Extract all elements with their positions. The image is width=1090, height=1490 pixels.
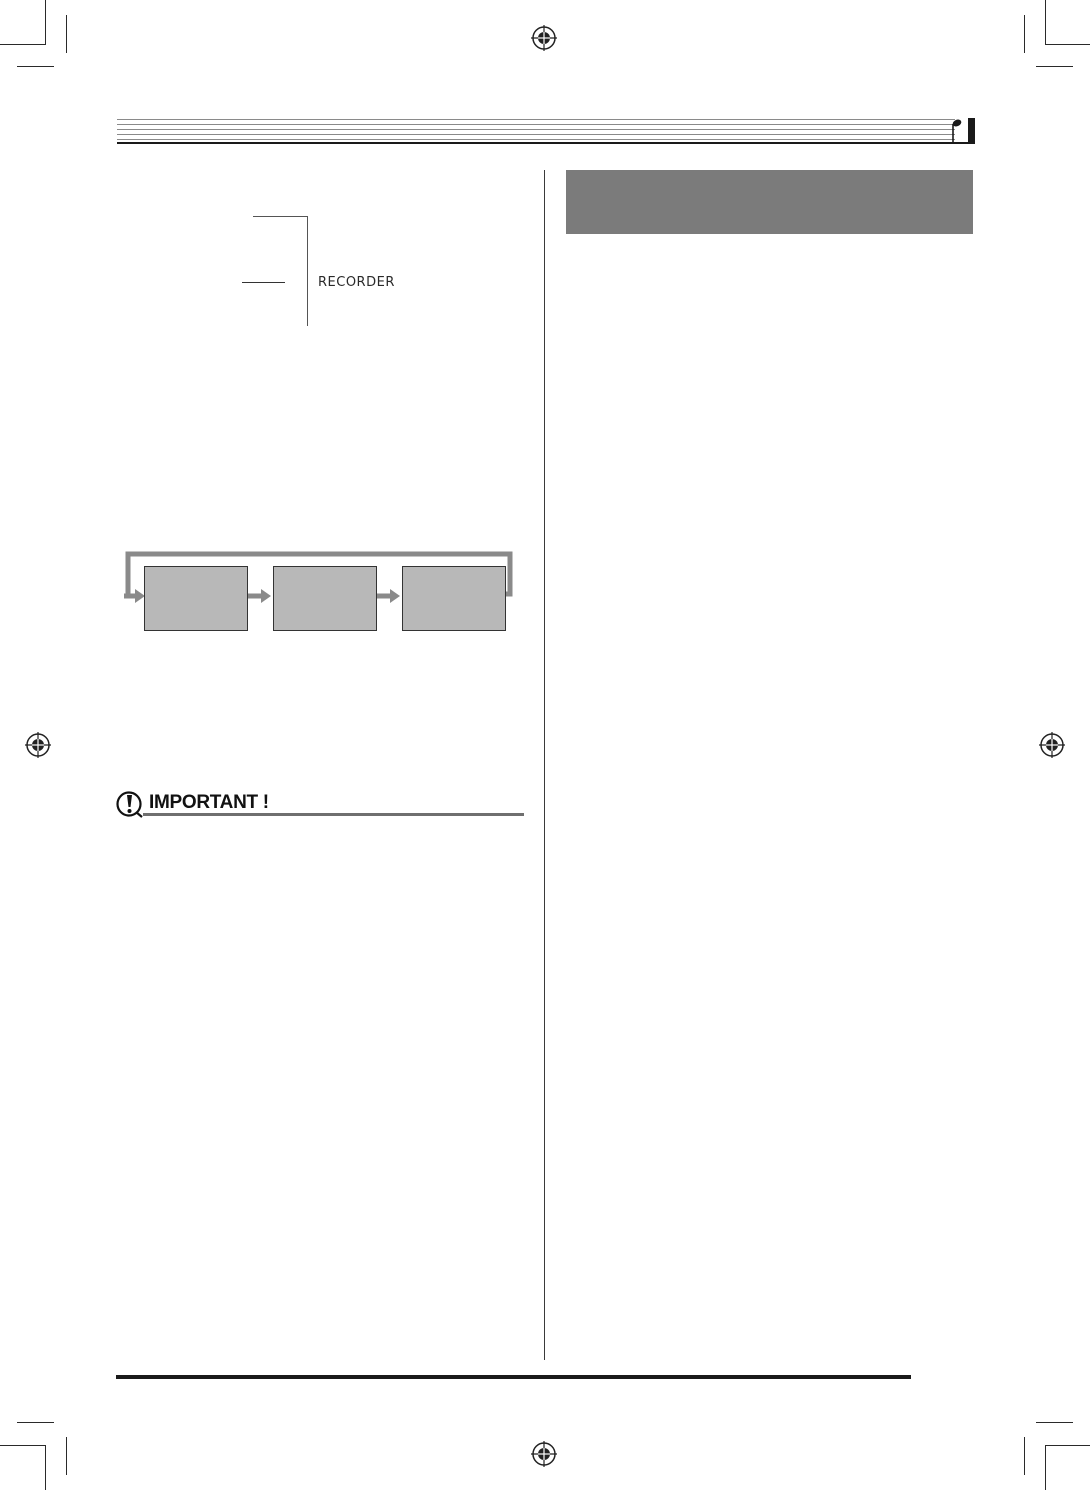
crop-mark bbox=[1024, 15, 1025, 53]
crop-mark bbox=[66, 1437, 67, 1475]
arrow-right-icon bbox=[377, 588, 401, 604]
crop-mark bbox=[66, 15, 67, 53]
crop-mark bbox=[0, 1445, 45, 1446]
crop-mark bbox=[1045, 0, 1046, 45]
crop-mark bbox=[45, 1445, 46, 1490]
registration-mark-icon bbox=[531, 1441, 557, 1467]
arrow-right-icon bbox=[248, 588, 272, 604]
registration-mark-icon bbox=[531, 25, 557, 51]
crop-mark bbox=[1045, 44, 1090, 45]
crop-mark bbox=[0, 44, 45, 45]
flow-box bbox=[144, 566, 248, 631]
crop-mark bbox=[1024, 1437, 1025, 1475]
section-banner bbox=[566, 170, 973, 234]
recorder-label: RECORDER bbox=[318, 275, 395, 290]
flow-box bbox=[273, 566, 377, 631]
music-note-icon bbox=[950, 116, 966, 144]
crop-mark bbox=[1036, 1422, 1073, 1423]
footer-rule bbox=[116, 1375, 911, 1379]
crop-mark bbox=[1036, 66, 1073, 67]
column-divider bbox=[544, 170, 545, 1360]
registration-mark-icon bbox=[25, 732, 51, 758]
crop-mark bbox=[45, 0, 46, 45]
crop-mark bbox=[17, 66, 54, 67]
crop-mark bbox=[1045, 1445, 1090, 1446]
crop-mark bbox=[17, 1422, 54, 1423]
important-exclamation-icon bbox=[116, 790, 144, 818]
important-title: IMPORTANT ! bbox=[149, 792, 269, 813]
registration-mark-icon bbox=[1039, 732, 1065, 758]
crop-mark bbox=[1045, 1445, 1046, 1490]
important-rule bbox=[143, 813, 524, 816]
flow-box bbox=[402, 566, 506, 631]
arrow-right-icon bbox=[124, 588, 146, 604]
